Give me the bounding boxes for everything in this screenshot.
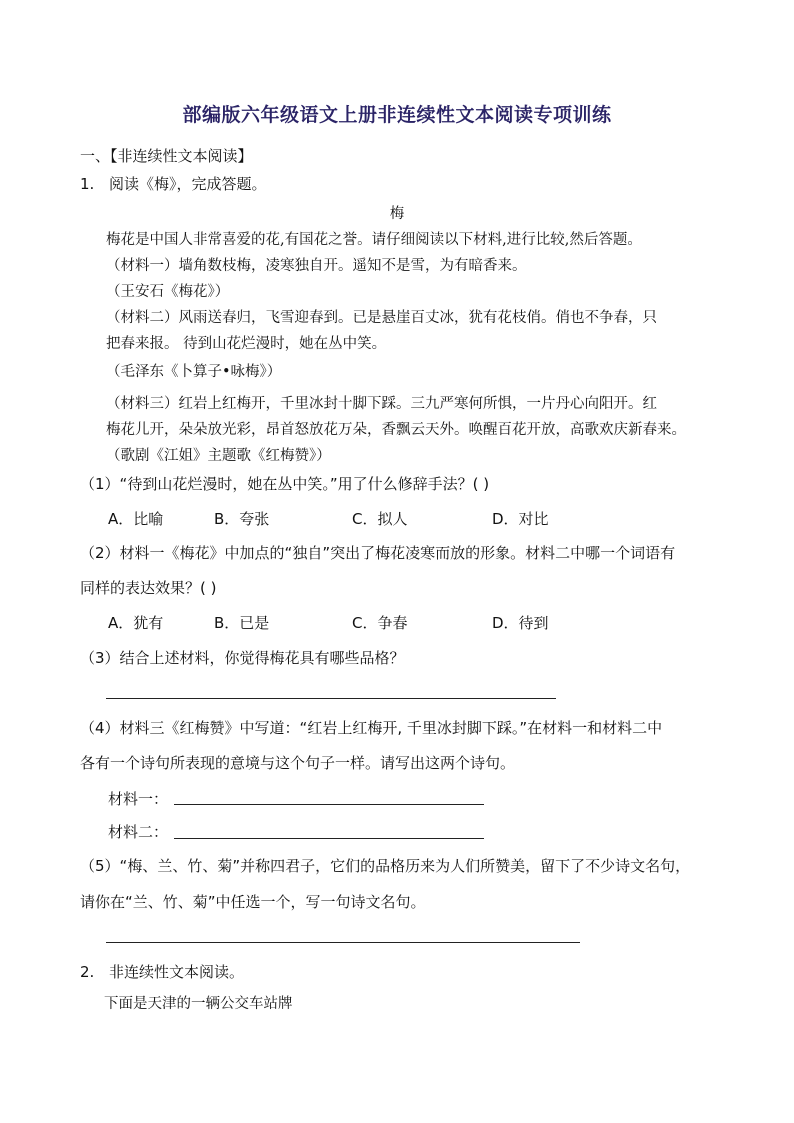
q2-prompt: 非连续性文本阅读。 [109,963,245,981]
q2-intro: 下面是天津的一辆公交车站牌 [104,996,293,1012]
sub2-option-b[interactable]: B．已是 [214,614,270,632]
material-2-line-1: （材料二）风雨送春归，飞雪迎春到。已是悬崖百丈冰，犹有花枝俏。俏也不争春，只 [106,310,657,326]
page-title: 部编版六年级语文上册非连续性文本阅读专项训练 [182,104,612,126]
sub-question-3: （3）结合上述材料，你觉得梅花具有哪些品格？ [80,649,405,667]
sub-question-5-line-1: （5）“梅、兰、竹、菊”并称四君子，它们的品格历来为人们所赞美，留下了不少诗文名句， [80,857,691,875]
q2-number: 2. [80,963,95,981]
sub1-option-d[interactable]: D．对比 [492,510,549,528]
material-3-line-2: 梅花儿开，朵朵放光彩，昂首怒放花万朵，香飘云天外。唤醒百花开放，高歌欢庆新春来。 [106,422,686,438]
sub2-option-c[interactable]: C．争春 [352,614,408,632]
material-3-line-1: （材料三）红岩上红梅开，千里冰封十脚下踩。三九严寒何所惧，一片丹心向阳开。红 [106,396,657,412]
sub-question-2-line-1: （2）材料一《梅花》中加点的“独自”突出了梅花凌寒而放的形象。材料二中哪一个词语有 [80,544,676,562]
answer-line-5[interactable] [106,942,580,943]
answer-line-4a[interactable] [174,804,484,805]
material-1-text: （材料一）墙角数枝梅，凌寒独自开。遥知不是雪，为有暗香来。 [106,258,527,274]
sub-question-1: （1）“待到山花烂漫时，她在丛中笑。”用了什么修辞手法？( ) [80,475,490,493]
sub2-option-d[interactable]: D．待到 [492,614,549,632]
q1-number: 1. [80,175,95,193]
sub1-option-b[interactable]: B．夸张 [214,510,270,528]
material-2-source: （毛泽东《卜算子•咏梅》） [106,364,282,380]
answer-line-3[interactable] [106,698,556,699]
passage-intro: 梅花是中国人非常喜爱的花,有国花之誉。请仔细阅读以下材料,进行比较,然后答题。 [106,232,642,248]
sub-question-5-line-2: 请你在“兰、竹、菊”中任选一个，写一句诗文名句。 [80,893,426,911]
sub1-option-c[interactable]: C．拟人 [352,510,408,528]
material-3-source: （歌剧《江姐》主题歌《红梅赞》） [106,448,331,464]
answer-line-4b[interactable] [174,838,484,839]
section-heading: 一、【非连续性文本阅读】 [80,147,253,165]
answer-label-material-1: 材料一： [108,790,169,808]
passage-title: 梅 [389,206,405,222]
q1-prompt: 阅读《梅》，完成答题。 [109,175,267,193]
answer-label-material-2: 材料二： [108,823,169,841]
material-2-line-2: 把春来报。 待到山花烂漫时，她在丛中笑。 [106,336,387,352]
sub1-option-a[interactable]: A．比喻 [108,510,164,528]
sub-question-4-line-2: 各有一个诗句所表现的意境与这个句子一样。请写出这两个诗句。 [80,754,516,772]
sub-question-2-line-2: 同样的表达效果？( ) [80,579,217,597]
material-1-source: （王安石《梅花》） [106,284,230,300]
sub-question-4-line-1: （4）材料三《红梅赞》中写道：“红岩上红梅开, 千里冰封脚下踩。”在材料一和材料二中 [80,719,663,737]
sub2-option-a[interactable]: A．犹有 [108,614,164,632]
